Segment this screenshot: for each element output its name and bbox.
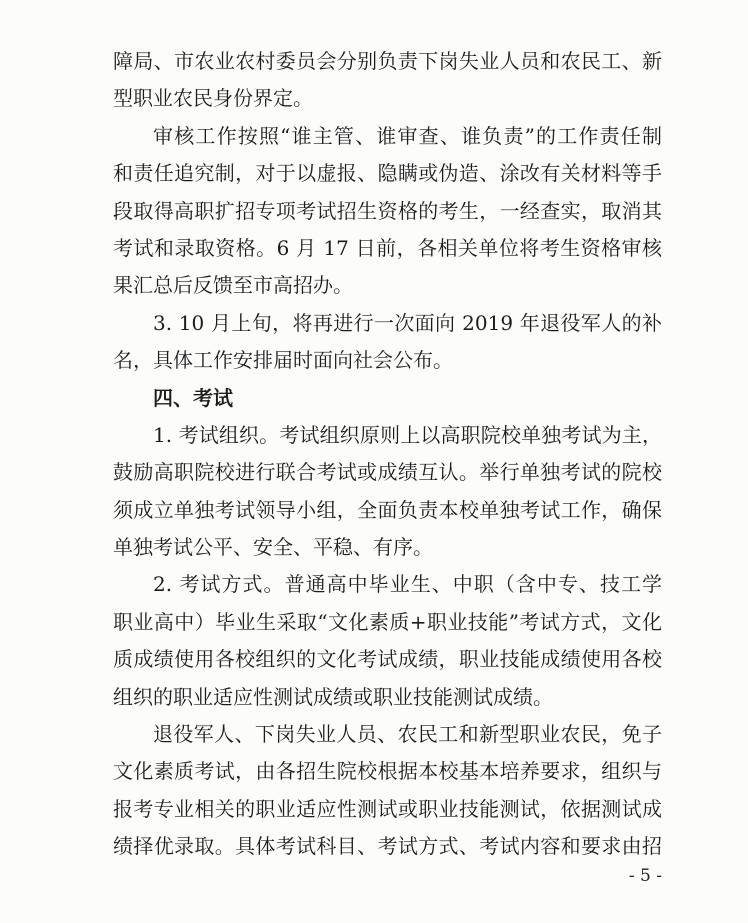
- text-line: 果汇总后反馈至市高招办。: [113, 273, 353, 298]
- text-line: 职业高中）毕业生采取“文化素质+职业技能”考试方式，文化: [113, 609, 662, 634]
- text-line: 考试和录取资格。6 月 17 日前，各相关单位将考生资格审核: [113, 235, 662, 260]
- section-heading: 四、考试: [153, 385, 233, 410]
- text-line: 单独考试公平、安全、平稳、有序。: [113, 535, 433, 560]
- text-line: 3. 10 月上旬，将再进行一次面向 2019 年退役军人的补: [153, 310, 662, 335]
- paragraph: [113, 417, 662, 567]
- text-line: 鼓励高职院校进行联合考试或成绩互认。举行单独考试的院校: [113, 460, 662, 485]
- text-line: 质成绩使用各校组织的文化考试成绩，职业技能成绩使用各校: [113, 647, 662, 672]
- page-number: - 5 -: [628, 866, 662, 886]
- text-line: 报考专业相关的职业适应性测试或职业技能测试，依据测试成: [113, 796, 662, 821]
- text-line: 组织的职业适应性测试成绩或职业技能测试成绩。: [113, 684, 553, 709]
- text-line: 审核工作按照“谁主管、谁审查、谁负责”的工作责任制: [153, 123, 662, 148]
- text-line: 退役军人、下岗失业人员、农民工和新型职业农民，免子: [153, 722, 662, 747]
- text-line: 1. 考试组织。考试组织原则上以高职院校单独考试为主，: [153, 422, 662, 447]
- text-line: 段取得高职扩招专项考试招生资格的考生，一经查实，取消其: [113, 198, 662, 223]
- paragraph: [113, 305, 662, 380]
- text-line: 文化素质考试，由各招生院校根据本校基本培养要求，组织与: [113, 759, 662, 784]
- paragraph: [113, 566, 662, 716]
- paragraph: [113, 43, 662, 118]
- text-line: 名，具体工作安排届时面向社会公布。: [113, 348, 453, 373]
- text-line: 须成立单独考试领导小组，全面负责本校单独考试工作，确保: [113, 497, 662, 522]
- text-line: 2. 考试方式。普通高中毕业生、中职（含中专、技工学: [153, 572, 662, 597]
- text-line: 绩择优录取。具体考试科目、考试方式、考试内容和要求由招: [113, 834, 662, 859]
- document-body: [113, 43, 662, 866]
- text-line: 和责任追究制，对于以虚报、隐瞒或伪造、涂改有关材料等手: [113, 161, 662, 186]
- text-line: 障局、市农业农村委员会分别负责下岗失业人员和农民工、新: [113, 49, 662, 73]
- text-line: 型职业农民身份界定。: [113, 86, 313, 111]
- paragraph: [113, 118, 662, 305]
- paragraph: [113, 716, 662, 866]
